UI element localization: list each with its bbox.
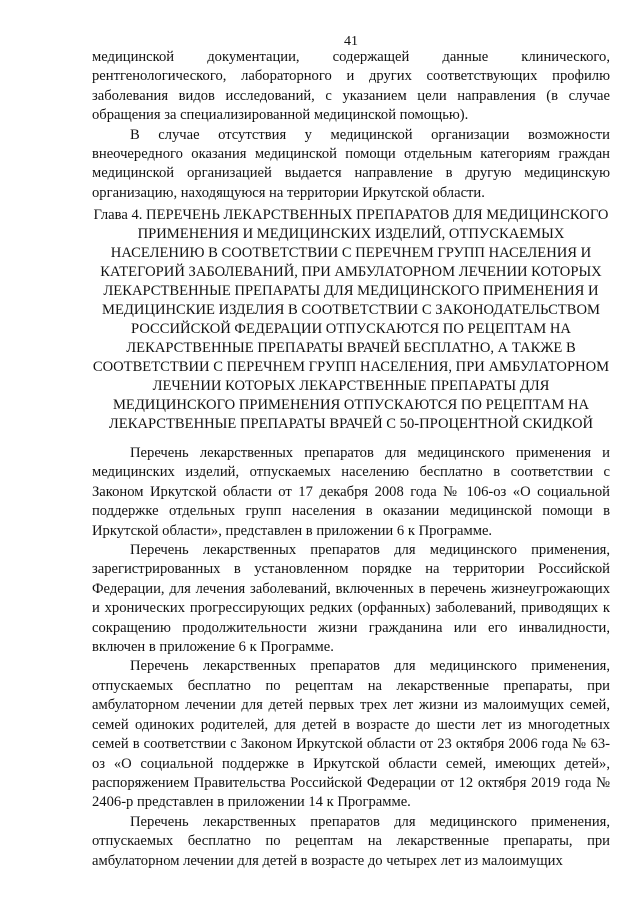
paragraph-continuation: медицинской документации, содержащей данные клинического, рентгенологического, лабораторного и других соответствующих профилю заболевания видов исследований, с указанием цели направления (в случае обращения за специализированной медицинской помощью). [92, 49, 610, 124]
paragraph: Перечень лекарственных препаратов для медицинского применения, зарегистрированных в установленном порядке на территории Российской Федерации, для лечения заболеваний, включенных в перечень жизнеугрожающих и хронических прогрессирующих редких (орфанных) заболеваний, приводящих к сокращению продолжительности жизни гражданина или его инвалидности, включен в приложение 6 к Программе. [92, 542, 610, 656]
paragraph: Перечень лекарственных препаратов для медицинского применения, отпускаемых бесплатно по рецептам на лекарственные препараты, при амбулаторном лечении для детей в возрасте до четырех лет из малоимущих [92, 813, 610, 869]
paragraph: Перечень лекарственных препаратов для медицинского применения и медицинских изделий, отпускаемых населению бесплатно в соответствии с Законом Иркутской области от 17 декабря 2008 года № 106-оз «О социальной поддержке отдельных групп населения в оказании медицинской помощи в Иркутской области», представлен в приложении 6 к Программе. [92, 445, 610, 539]
page-number: 41 [344, 34, 358, 49]
chapter-title: Глава 4. ПЕРЕЧЕНЬ ЛЕКАРСТВЕННЫХ ПРЕПАРАТОВ ДЛЯ МЕДИЦИНСКОГО ПРИМЕНЕНИЯ И МЕДИЦИНСКИХ ИЗДЕЛИЙ, ОТПУСКАЕМЫХ НАСЕЛЕНИЮ В СООТВЕТСТВИИ С ПЕРЕЧНЕМ ГРУПП НАСЕЛЕНИЯ И КАТЕГОРИЙ ЗАБОЛЕВАНИЙ, ПРИ АМБУЛАТОРНОМ ЛЕЧЕНИИ КОТОРЫХ ЛЕКАРСТВЕННЫЕ ПРЕПАРАТЫ ДЛЯ МЕДИЦИНСКОГО ПРИМЕНЕНИЯ И МЕДИЦИНСКИЕ ИЗДЕЛИЯ В СООТВЕТСТВИИ С ЗАКОНОДАТЕЛЬСТВОМ РОССИЙСКОЙ ФЕДЕРАЦИИ ОТПУСКАЮТСЯ ПО РЕЦЕПТАМ НА ЛЕКАРСТВЕННЫЕ ПРЕПАРАТЫ ВРАЧЕЙ БЕСПЛАТНО, А ТАКЖЕ В СООТВЕТСТВИИ С ПЕРЕЧНЕМ ГРУПП НАСЕЛЕНИЯ, ПРИ АМБУЛАТОРНОМ ЛЕЧЕНИИ КОТОРЫХ ЛЕКАРСТВЕННЫЕ ПРЕПАРАТЫ ДЛЯ МЕДИЦИНСКОГО ПРИМЕНЕНИЯ ОТПУСКАЮТСЯ ПО РЕЦЕПТАМ НА ЛЕКАРСТВЕННЫЕ ПРЕПАРАТЫ ВРАЧЕЙ С 50-ПРОЦЕНТНОЙ СКИДКОЙ [92, 207, 610, 432]
paragraph: Перечень лекарственных препаратов для медицинского применения, отпускаемых бесплатно по рецептам на лекарственные препараты, при амбулаторном лечении для детей первых трех лет жизни из малоимущих семей, семей одиноких родителей, для детей в возрасте до шести лет из многодетных семей в соответствии с Законом Иркутской области от 23 октября 2006 года № 63-оз «О социальной поддержке в Иркутской области семей, имеющих детей», распоряжением Правительства Российской Федерации от 12 октября 2019 года № 2406-р представлен в приложении 14 к Программе. [92, 658, 610, 811]
chapter-body [92, 444, 610, 871]
intro-text-block [92, 48, 610, 203]
paragraph: В случае отсутствия у медицинской организации возможности внеочередного оказания медицинской помощи отдельным категориям граждан медицинской организацией выдается направление в другую медицинскую организацию, находящуюся на территории Иркутской области. [92, 126, 610, 201]
chapter-heading [92, 206, 610, 434]
